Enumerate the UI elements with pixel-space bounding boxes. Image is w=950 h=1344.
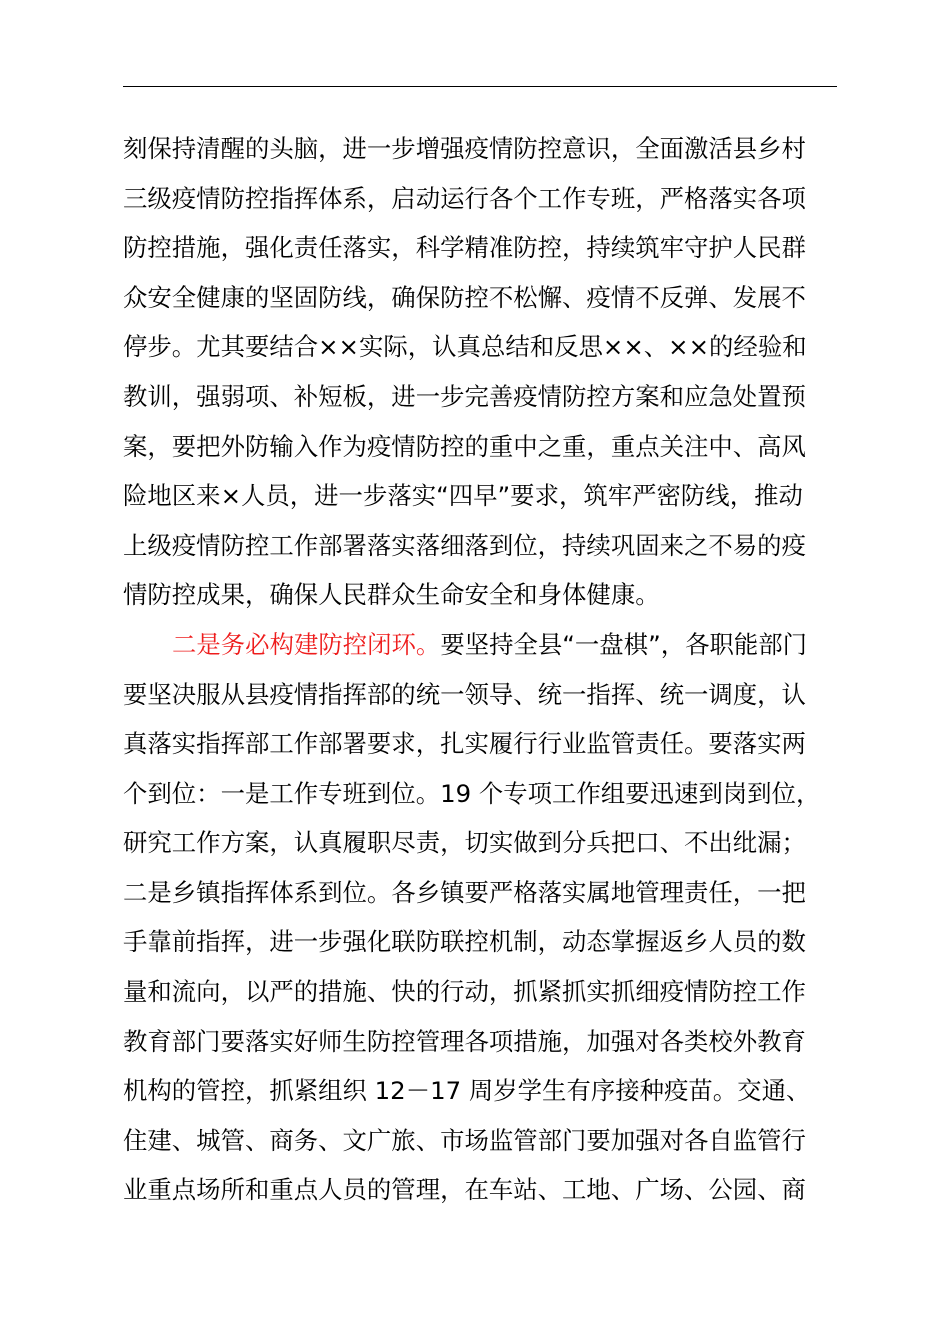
section-heading: 二是务必构建防控闭环。 [172,630,441,659]
header-rule [123,86,837,87]
paragraph-line: 情防控成果，确保人民群众生命安全和身体健康。 [123,580,660,609]
paragraph-line: 三级疫情防控指挥体系，启动运行各个工作专班，严格落实各项 [123,184,806,213]
paragraph-line: 众安全健康的坚固防线，确保防控不松懈、疫情不反弹、发展不 [123,283,806,312]
paragraph-line: 刻保持清醒的头脑，进一步增强疫情防控意识，全面激活县乡村 [123,134,806,163]
paragraph-line: 量和流向，以严的措施、快的行动，抓紧抓实抓细疫情防控工作 [123,977,806,1006]
section-first-line-text: 要坚持全县“一盘棋”，各职能部门 [440,630,808,659]
paragraph-line: 住建、城管、商务、文广旅、市场监管部门要加强对各自监管行 [123,1126,806,1155]
paragraph-line: 研究工作方案，认真履职尽责，切实做到分兵把口、不出纰漏； [123,828,806,857]
paragraph-line: 业重点场所和重点人员的管理，在车站、工地、广场、公园、商 [123,1175,806,1204]
paragraph-line: 防控措施，强化责任落实，科学精准防控，持续筑牢守护人民群 [123,233,806,262]
paragraph-line: 手靠前指挥，进一步强化联防联控机制，动态掌握返乡人员的数 [123,927,806,956]
paragraph-line: 个到位：一是工作专班到位。19 个专项工作组要迅速到岗到位， [123,779,821,808]
paragraph-line: 二是乡镇指挥体系到位。各乡镇要严格落实属地管理责任，一把 [123,878,806,907]
paragraph-line: 险地区来×人员，进一步落实“四早”要求，筑牢严密防线，推动 [123,481,803,510]
paragraph-line: 教训，强弱项、补短板，进一步完善疫情防控方案和应急处置预 [123,382,806,411]
paragraph-line: 案，要把外防输入作为疫情防控的重中之重，重点关注中、高风 [123,432,806,461]
paragraph-line: 真落实指挥部工作部署要求，扎实履行行业监管责任。要落实两 [123,729,806,758]
paragraph-line: 机构的管控，抓紧组织 12－17 周岁学生有序接种疫苗。交通、 [123,1076,811,1105]
paragraph-line: 上级疫情防控工作部署落实落细落到位，持续巩固来之不易的疫 [123,531,806,560]
paragraph-line: 教育部门要落实好师生防控管理各项措施，加强对各类校外教育 [123,1027,806,1056]
section-first-line [172,625,912,665]
paragraph-line: 停步。尤其要结合××实际，认真总结和反思××、××的经验和 [123,332,807,361]
paragraph-line: 要坚决服从县疫情指挥部的统一领导、统一指挥、统一调度，认 [123,680,806,709]
